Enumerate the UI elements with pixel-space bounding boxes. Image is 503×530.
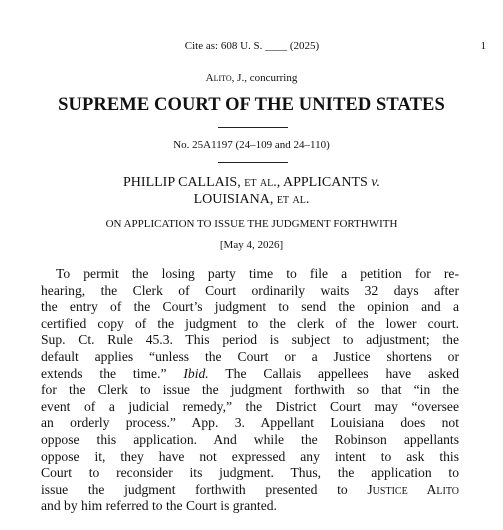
opinion-line: Court to reconsider its judgment. Thus, the application to <box>41 465 459 481</box>
opinion-line: event of a judicial remedy,” the District Court may “oversee <box>41 398 459 414</box>
opinion-line: extends the time.” Ibid. The Callais appellees have asked <box>41 365 459 381</box>
opinion-line: default applies “unless the Court or a Justice shortens or <box>41 348 459 364</box>
opinion-line: oppose this application. And while the Robinson appellants <box>41 431 459 447</box>
opinion-line: an orderly process.” App. 3. Appellant Louisiana does not <box>41 415 459 431</box>
parties-line-1: PHILLIP CALLAIS, et al., APPLICANTS v. <box>123 175 380 190</box>
docket-number: No. 25A1197 (24–109 and 24–110) <box>173 139 330 151</box>
application-title: ON APPLICATION TO ISSUE THE JUDGMENT FORTHWITH <box>105 218 398 230</box>
court-name: SUPREME COURT OF THE UNITED STATES <box>58 95 445 115</box>
running-header <box>18 40 486 60</box>
opinion-line: issue the judgment forthwith presented to Justice Alito <box>41 481 459 497</box>
divider-top <box>218 127 288 128</box>
opinion-body <box>41 266 459 515</box>
case-parties <box>0 174 503 208</box>
opinion-line: and by him referred to the Court is granted. <box>41 498 277 514</box>
divider-bottom <box>218 162 288 163</box>
concurring-suffix: , J., concurring <box>231 72 298 84</box>
opinion-line: Sup. Ct. Rule 45.3. This period is subject to adjustment; the <box>41 332 459 348</box>
opinion-line: the entry of the Court’s judgment to send the opinion and a <box>41 299 459 315</box>
opinion-line: To permit the losing party time to file a petition for re- <box>56 266 459 281</box>
decision-date: [May 4, 2026] <box>219 239 284 251</box>
citation: Cite as: 608 U. S. ____ (2025) <box>184 40 320 52</box>
page-number: 1 <box>480 40 486 52</box>
justice-initial: A <box>205 72 214 84</box>
opinion-line: for the Clerk to issue the judgment forthwith so that “in the <box>41 382 459 398</box>
parties-line-2: LOUISIANA, et al. <box>193 192 310 207</box>
justice-name-rest: lito <box>213 72 232 84</box>
opinion-line: hearing, the Clerk of Court ordinarily waits 32 days after <box>41 282 459 298</box>
concurring-label <box>0 72 503 84</box>
opinion-line: certified copy of the judgment to the clerk of the lower court. <box>41 315 459 331</box>
opinion-line: oppose it, they have not expressed any intent to ask this <box>41 448 459 464</box>
